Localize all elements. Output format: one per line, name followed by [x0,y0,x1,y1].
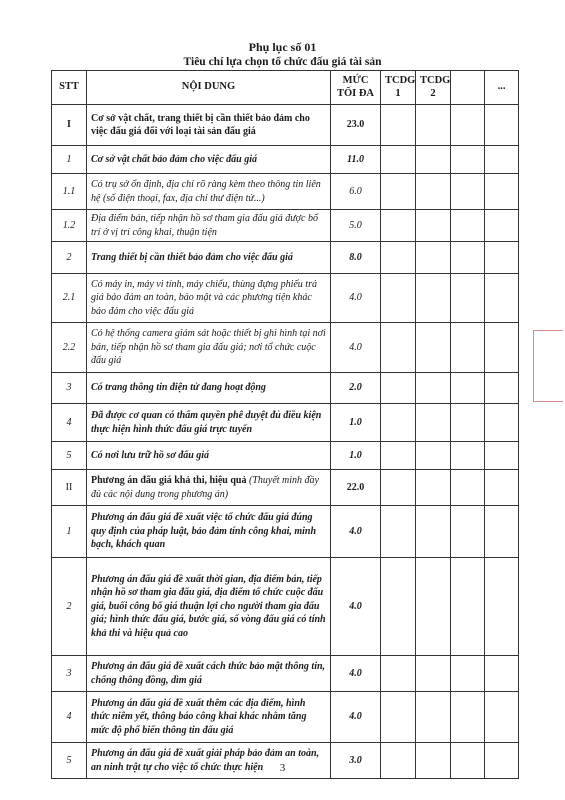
row-content: Phương án đấu giá đề xuất giải pháp bảo đảm an toàn, an ninh trật tự cho việc tổ chức thực hiện [87,743,331,779]
table-row [52,470,519,506]
header-more: ... [485,71,519,105]
table-header-row [52,71,519,105]
row-score: 1.0 [331,404,381,442]
row-content: Có trụ sở ổn định, địa chỉ rõ ràng kèm theo thông tin liên hệ (số điện thoại, fax, địa chỉ thư điện tử...) [87,174,331,210]
header-blank [451,71,485,105]
row-content: Địa điểm bán, tiếp nhận hồ sơ tham gia đấu giá được bố trí ở vị trí công khai, thuận tiện [87,210,331,242]
row-score: 4.0 [331,692,381,743]
row-content [87,470,331,506]
row-stt: 1.2 [52,210,87,242]
row-content: Đã được cơ quan có thẩm quyền phê duyệt đủ điều kiện thực hiện hình thức đấu giá trực tuyến [87,404,331,442]
table-row [52,656,519,692]
table-row [52,506,519,558]
row-stt: 1 [52,506,87,558]
row-stt: 3 [52,373,87,404]
row-content: Phương án đấu giá đề xuất việc tổ chức đấu giá đúng quy định của pháp luật, bảo đảm tính công khai, minh bạch, khách quan [87,506,331,558]
row-score: 3.0 [331,743,381,779]
table-row [52,442,519,470]
table-row [52,105,519,146]
row-score: 2.0 [331,373,381,404]
table-row [52,558,519,656]
row-stt: II [52,470,87,506]
row-content: Cơ sở vật chất, trang thiết bị cần thiết bảo đảm cho việc đấu giá đối với loại tài sản đấu giá [87,105,331,146]
criteria-table [51,70,519,779]
appendix-title: Phụ lục số 01 [248,40,317,54]
row-score: 1.0 [331,442,381,470]
row-stt: 2 [52,242,87,274]
row-stt: 2.2 [52,323,87,373]
row-score: 22.0 [331,470,381,506]
row-score: 23.0 [331,105,381,146]
table-row [52,692,519,743]
page-number: 3 [279,762,286,774]
row-stt: 1 [52,146,87,174]
header-content: NỘI DUNG [87,71,331,105]
row-content: Phương án đấu giá đề xuất thêm các địa điểm, hình thức niêm yết, thông báo công khai khác nhằm tăng mức độ phổ biến thông tin đấu giá [87,692,331,743]
row-score: 11.0 [331,146,381,174]
table-row [52,274,519,323]
row-score: 4.0 [331,323,381,373]
table-row [52,174,519,210]
table-row [52,146,519,174]
header-tcdg-1: TCDG 1 [381,71,416,105]
row-content-note: (Thuyết minh đầy đủ các nội dung trong phương án) [91,475,319,500]
table-row [52,373,519,404]
table-row [52,404,519,442]
row-score: 8.0 [331,242,381,274]
table-row [52,323,519,373]
header-tcdg-2: TCDG 2 [416,71,451,105]
row-stt: 3 [52,656,87,692]
row-stt: I [52,105,87,146]
row-content: Phương án đấu giá đề xuất thời gian, địa điểm bán, tiếp nhận hồ sơ tham gia đấu giá, địa điểm tổ chức cuộc đấu giá, buổi công bố giá thuận lợi cho người tham gia đấu giá; hình thức đấu giá, bước giá, số vòng đấu giá có tính khả thi và hiệu quả cao [87,558,331,656]
row-stt: 5 [52,743,87,779]
table-row [52,242,519,274]
header-max-score: MỨC TỐI ĐA [331,71,381,105]
row-score: 6.0 [331,174,381,210]
row-score: 4.0 [331,274,381,323]
row-content: Có hệ thống camera giám sát hoặc thiết bị ghi hình tại nơi bán, tiếp nhận hồ sơ tham gia đấu giá; nơi tổ chức cuộc đấu giá [87,323,331,373]
row-content: Có trang thông tin điện tử đang hoạt động [87,373,331,404]
row-content-main: Phương án đấu giá khả thi, hiệu quả [91,475,247,486]
row-stt: 2 [52,558,87,656]
row-content: Có máy in, máy vi tính, máy chiếu, thùng đựng phiếu trả giá bảo đảm an toàn, bảo mật và các phương tiện khác bảo đảm cho việc đấu giá [87,274,331,323]
row-score: 4.0 [331,558,381,656]
row-score: 5.0 [331,210,381,242]
row-stt: 4 [52,404,87,442]
row-stt: 1.1 [52,174,87,210]
header-stt: STT [52,71,87,105]
row-content: Trang thiết bị cần thiết bảo đảm cho việc đấu giá [87,242,331,274]
row-score: 4.0 [331,656,381,692]
row-stt: 4 [52,692,87,743]
row-content: Có nơi lưu trữ hồ sơ đấu giá [87,442,331,470]
red-stamp-fragment [533,330,563,402]
table-row [52,210,519,242]
row-score: 4.0 [331,506,381,558]
row-content: Phương án đấu giá đề xuất cách thức bảo mật thông tin, chống thông đồng, dìm giá [87,656,331,692]
row-stt: 5 [52,442,87,470]
row-content: Cơ sở vật chất bảo đảm cho việc đấu giá [87,146,331,174]
row-stt: 2.1 [52,274,87,323]
appendix-subtitle: Tiêu chí lựa chọn tổ chức đấu giá tài sản [183,56,382,68]
